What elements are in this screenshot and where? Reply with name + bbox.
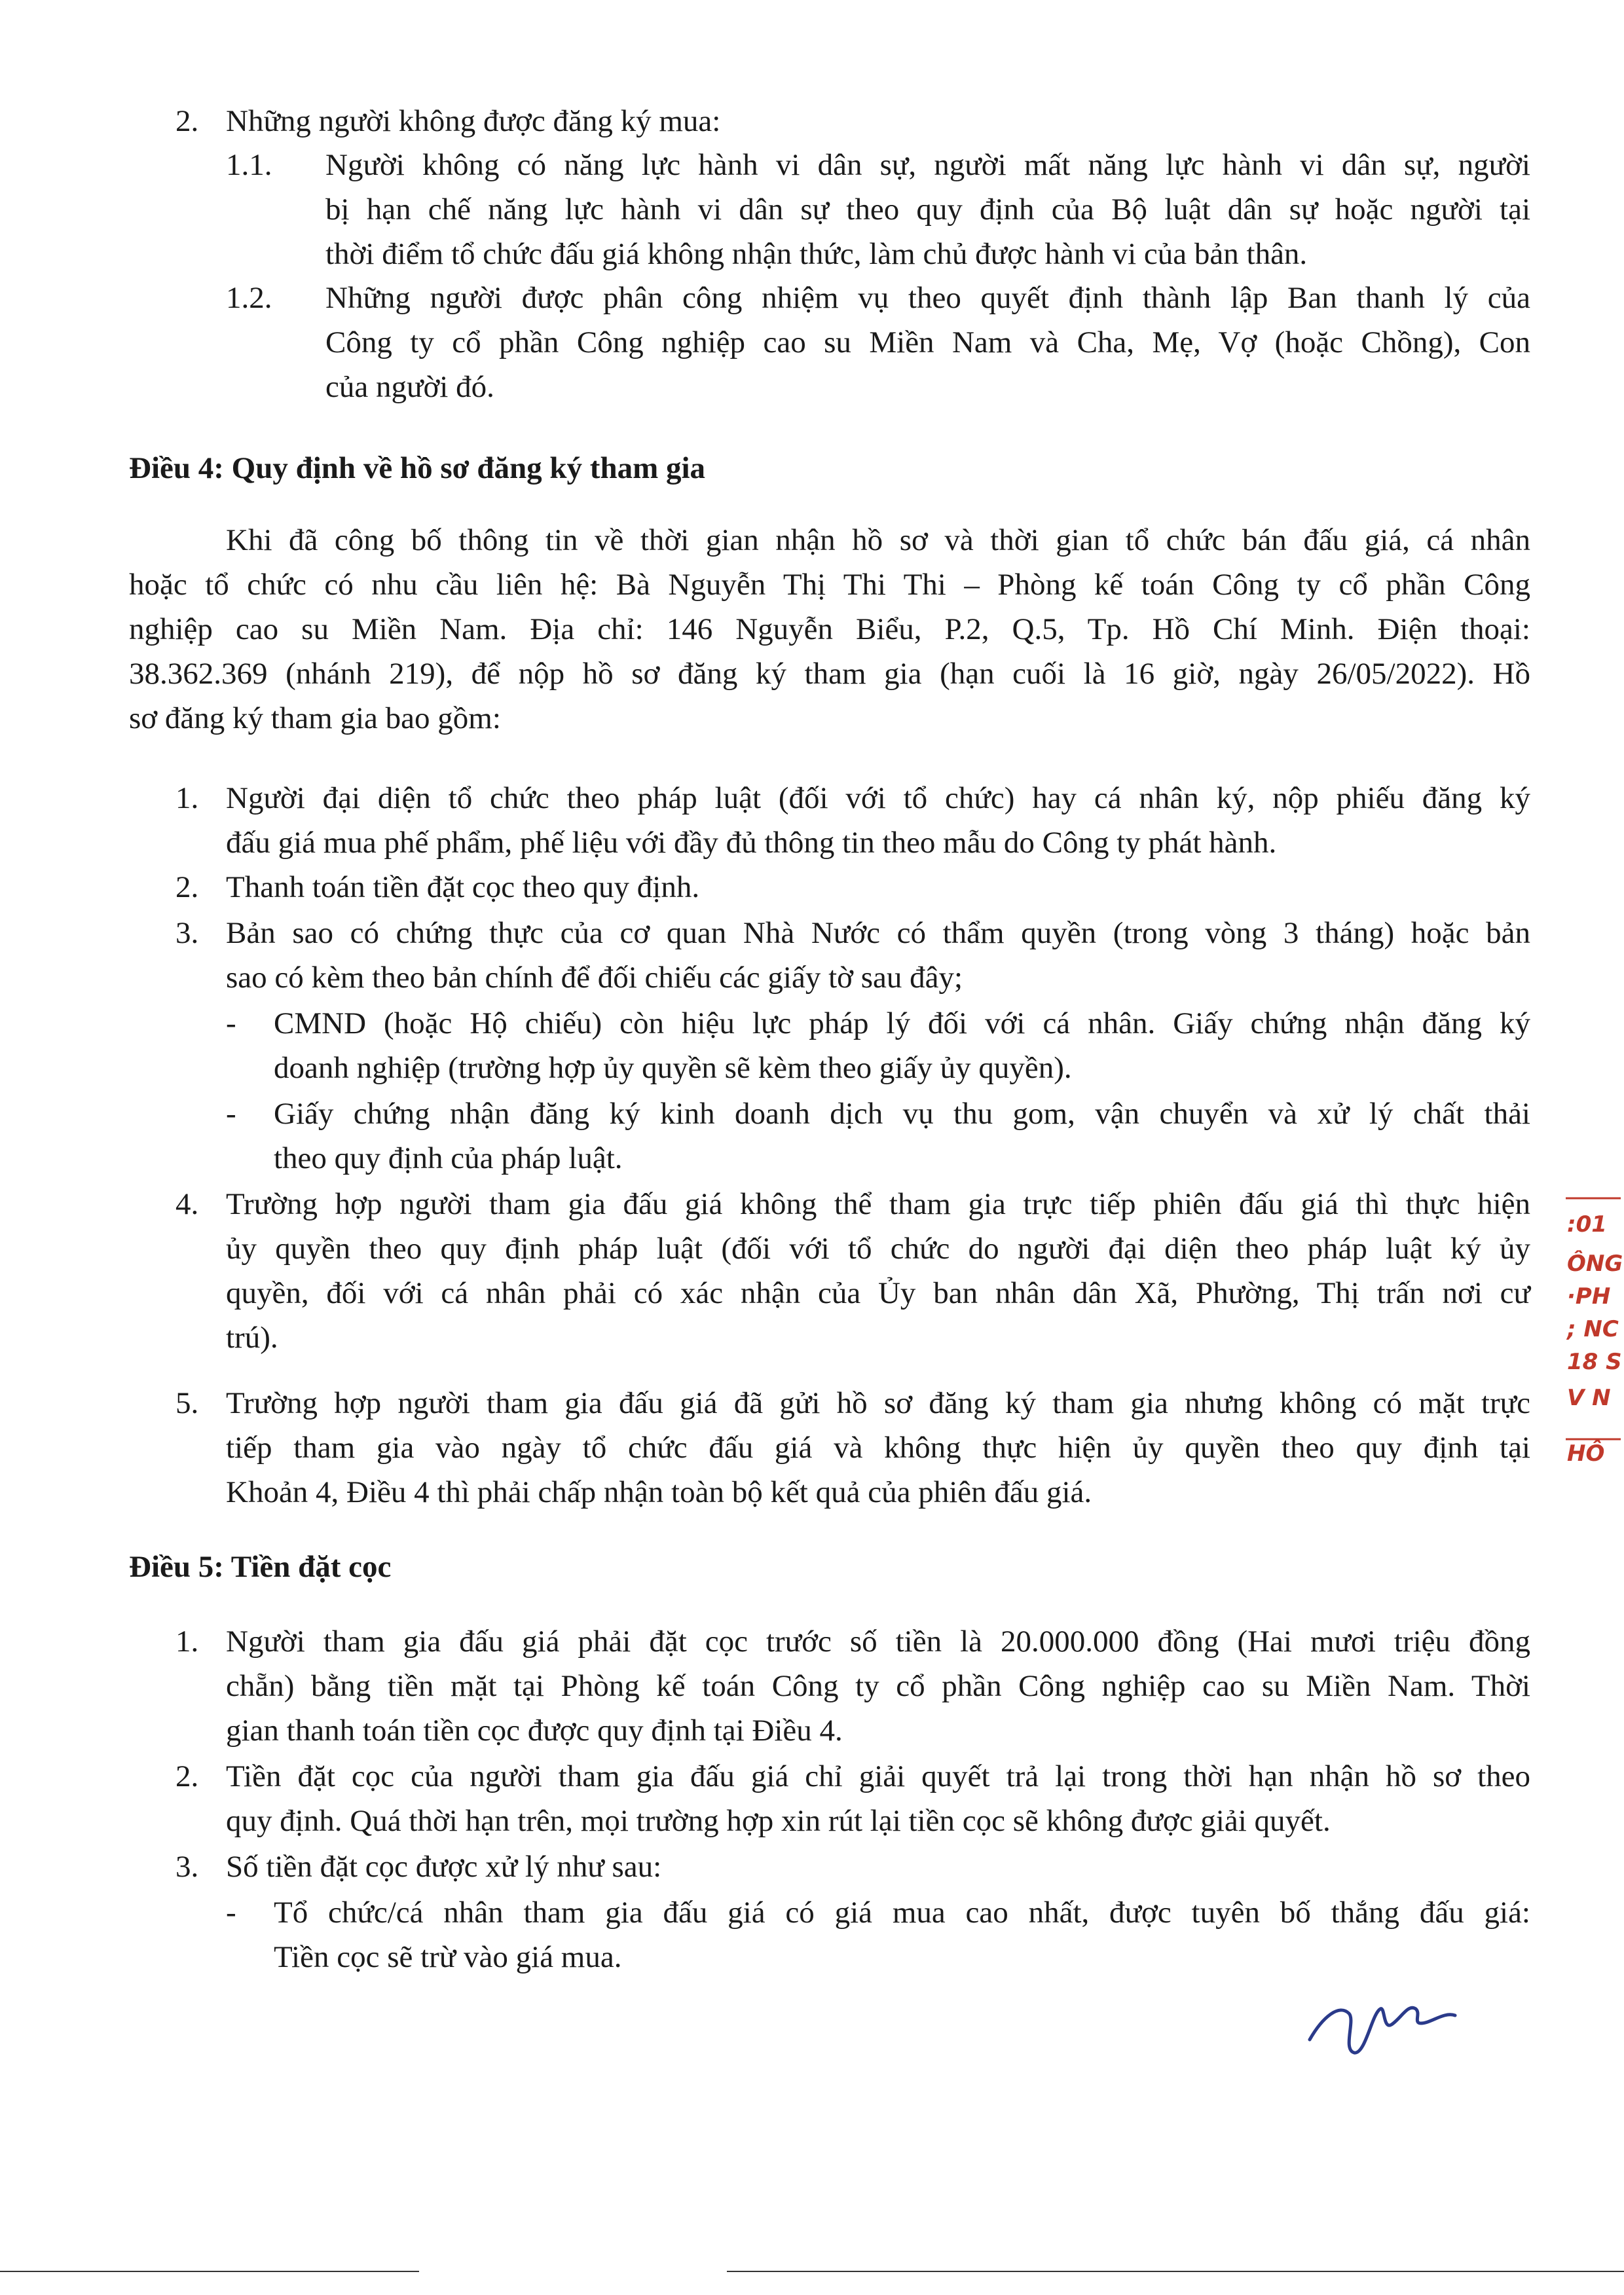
- item-text: Những người không được đăng ký mua:: [226, 104, 721, 138]
- paragraph-line: trú).: [226, 1321, 278, 1355]
- paragraph-line: Tổ chức/cá nhân tham gia đấu giá có giá mua cao nhất, được tuyên bố thắng đấu giá:: [274, 1896, 1530, 1930]
- stamp-text: ·PH: [1567, 1283, 1611, 1310]
- paragraph-line: chẵn) bằng tiền mặt tại Phòng kế toán Công ty cổ phần Công nghiệp cao su Miền Nam. Thời: [226, 1669, 1530, 1703]
- paragraph-line: Công ty cổ phần Công nghiệp cao su Miền Nam và Cha, Mẹ, Vợ (hoặc Chồng), Con: [325, 325, 1530, 359]
- paragraph-line: Số tiền đặt cọc được xử lý như sau:: [226, 1850, 662, 1884]
- paragraph-line: hoặc tổ chức có nhu cầu liên hệ: Bà Nguyễn Thị Thi Thi – Phòng kế toán Công ty cổ phần Công: [129, 568, 1530, 602]
- paragraph-line: Trường hợp người tham gia đấu giá không thể tham gia trực tiếp phiên đấu giá thì thực hiện: [226, 1187, 1530, 1221]
- section-heading: Điều 4: Quy định về hồ sơ đăng ký tham gia: [129, 451, 706, 485]
- stamp-text: 18 S: [1567, 1349, 1622, 1375]
- section-heading: Điều 5: Tiền đặt cọc: [129, 1550, 392, 1584]
- paragraph-line: Người không có năng lực hành vi dân sự, người mất năng lực hành vi dân sự, người: [325, 148, 1530, 182]
- item-number: 1.: [175, 1625, 199, 1659]
- paragraph-line: ủy quyền theo quy định pháp luật (đối với tổ chức do người đại diện theo pháp luật ký ủy: [226, 1232, 1530, 1266]
- stamp-text: V N: [1567, 1385, 1611, 1411]
- stamp-text: ; NC: [1567, 1316, 1619, 1342]
- paragraph-line: 38.362.369 (nhánh 219), để nộp hồ sơ đăng ký tham gia (hạn cuối là 16 giờ, ngày 26/05/2022). Hồ: [129, 657, 1530, 691]
- paragraph-line: quy định. Quá thời hạn trên, mọi trường hợp xin rút lại tiền cọc sẽ không được giải quyết.: [226, 1804, 1331, 1838]
- paragraph-line: Bản sao có chứng thực của cơ quan Nhà Nước có thẩm quyền (trong vòng 3 tháng) hoặc bản: [226, 916, 1530, 950]
- paragraph-line: quyền, đối với cá nhân phải có xác nhận của Ủy ban nhân dân Xã, Phường, Thị trấn nơi cư: [226, 1276, 1530, 1310]
- item-number: 1.: [175, 781, 199, 815]
- paragraph-line: Trường hợp người tham gia đấu giá đã gửi hồ sơ đăng ký tham gia nhưng không có mặt trực: [226, 1386, 1530, 1420]
- paragraph-line: doanh nghiệp (trường hợp ủy quyền sẽ kèm theo giấy ủy quyền).: [274, 1051, 1072, 1085]
- paragraph-line: theo quy định của pháp luật.: [274, 1141, 623, 1175]
- handwritten-initials-signature: [1303, 1977, 1460, 2063]
- paragraph-line: sơ đăng ký tham gia bao gồm:: [129, 701, 501, 735]
- paragraph-line: Những người được phân công nhiệm vụ theo quyết định thành lập Ban thanh lý của: [325, 281, 1530, 315]
- item-number: 1.1.: [226, 148, 272, 182]
- item-number: 1.2.: [226, 281, 272, 315]
- bullet-dash: -: [226, 1097, 236, 1131]
- official-stamp-fragment: [1562, 1192, 1624, 1467]
- paragraph-line: gian thanh toán tiền cọc được quy định tại Điều 4.: [226, 1714, 843, 1748]
- item-number: 2.: [175, 104, 199, 138]
- paragraph-line: Khi đã công bố thông tin về thời gian nhận hồ sơ và thời gian tổ chức bán đấu giá, cá nhân: [226, 523, 1530, 557]
- paragraph-line: Tiền cọc sẽ trừ vào giá mua.: [274, 1940, 622, 1974]
- item-number: 5.: [175, 1386, 199, 1420]
- item-number: 4.: [175, 1187, 199, 1221]
- paragraph-line: Khoản 4, Điều 4 thì phải chấp nhận toàn bộ kết quả của phiên đấu giá.: [226, 1475, 1092, 1509]
- item-number: 3.: [175, 916, 199, 950]
- paragraph-line: nghiệp cao su Miền Nam. Địa chỉ: 146 Nguyễn Biểu, P.2, Q.5, Tp. Hồ Chí Minh. Điện thoại:: [129, 612, 1530, 646]
- paragraph-line: Thanh toán tiền đặt cọc theo quy định.: [226, 870, 700, 904]
- paragraph-line: Giấy chứng nhận đăng ký kinh doanh dịch vụ thu gom, vận chuyển và xử lý chất thải: [274, 1097, 1530, 1131]
- item-number: 2.: [175, 870, 199, 904]
- paragraph-line: tiếp tham gia vào ngày tổ chức đấu giá và không thực hiện ủy quyền theo quy định tại: [226, 1431, 1530, 1465]
- item-number: 3.: [175, 1850, 199, 1884]
- stamp-text: ÔNG: [1567, 1251, 1623, 1277]
- paragraph-line: Người đại diện tổ chức theo pháp luật (đối với tổ chức) hay cá nhân ký, nộp phiếu đăng ký: [226, 781, 1530, 815]
- paragraph-line: sao có kèm theo bản chính để đối chiếu các giấy tờ sau đây;: [226, 961, 963, 995]
- paragraph-line: của người đó.: [325, 370, 494, 404]
- bullet-dash: -: [226, 1896, 236, 1930]
- paragraph-line: Tiền đặt cọc của người tham gia đấu giá chỉ giải quyết trả lại trong thời hạn nhận hồ sơ theo: [226, 1759, 1530, 1793]
- paragraph-line: Người tham gia đấu giá phải đặt cọc trước số tiền là 20.000.000 đồng (Hai mươi triệu đồng: [226, 1625, 1530, 1659]
- item-number: 2.: [175, 1759, 199, 1793]
- paragraph-line: đấu giá mua phế phẩm, phế liệu với đầy đủ thông tin theo mẫu do Công ty phát hành.: [226, 826, 1277, 860]
- footer-divider: [0, 2271, 419, 2272]
- stamp-text: HÔ: [1567, 1441, 1605, 1467]
- footer-divider: [727, 2271, 1624, 2272]
- stamp-text: :01: [1567, 1211, 1607, 1238]
- paragraph-line: CMND (hoặc Hộ chiếu) còn hiệu lực pháp lý đối với cá nhân. Giấy chứng nhận đăng ký: [274, 1006, 1530, 1040]
- paragraph-line: bị hạn chế năng lực hành vi dân sự theo quy định của Bộ luật dân sự hoặc người tại: [325, 193, 1530, 227]
- bullet-dash: -: [226, 1006, 236, 1040]
- paragraph-line: thời điểm tổ chức đấu giá không nhận thức, làm chủ được hành vi của bản thân.: [325, 237, 1308, 271]
